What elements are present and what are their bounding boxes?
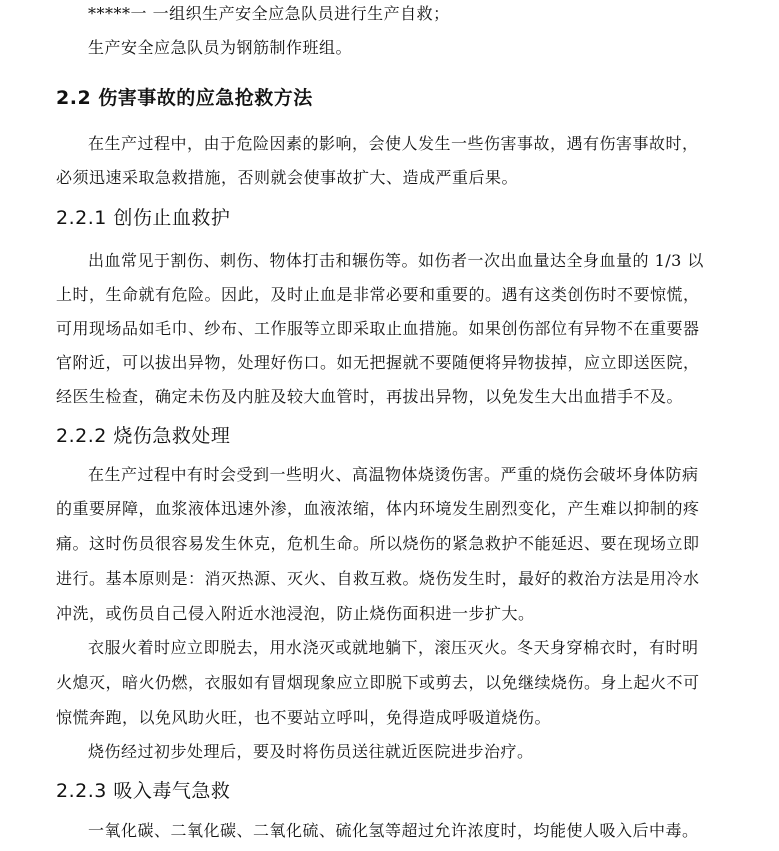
paragraph-line: 在生产过程中有时会受到一些明火、高温物体烧烫伤害。严重的烧伤会破坏身体防病 [88,465,699,484]
paragraph-line: 出血常见于割伤、刺伤、物体打击和辗伤等。如伤者一次出血量达全身血量的 1/3 以 [88,251,704,270]
paragraph-line: 惊慌奔跑，以免风助火旺，也不要站立呼叫，免得造成呼吸道烧伤。 [56,708,552,727]
section-heading-2-2-3: 2.2.3 吸入毒气急救 [56,780,231,802]
intro-line: 生产安全应急队员为钢筋制作班组。 [88,38,353,57]
paragraph-line: 痛。这时伤员很容易发生休克，危机生命。所以烧伤的紧急救护不能延迟、要在现场立即 [56,534,700,553]
paragraph-line: 必须迅速采取急救措施，否则就会使事故扩大、造成严重后果。 [56,168,519,187]
intro-line: *****一 一组织生产安全应急队员进行生产自救； [88,4,450,23]
paragraph-line: 衣服火着时应立即脱去，用水浇灭或就地躺下，滚压灭火。冬天身穿棉衣时，有时明 [88,638,699,657]
section-heading-2-2-1: 2.2.1 创伤止血救护 [56,207,231,229]
paragraph-line: 在生产过程中，由于危险因素的影响，会使人发生一些伤害事故，遇有伤害事故时， [88,134,699,153]
section-heading-2-2: 2.2 伤害事故的应急抢救方法 [56,87,313,109]
paragraph-line: 一氧化碳、二氧化碳、二氧化硫、硫化氢等超过允许浓度时，均能使人吸入后中毒。 [88,821,699,840]
paragraph-line: 可用现场品如毛巾、纱布、工作服等立即采取止血措施。如果创伤部位有异物不在重要器 [56,319,700,338]
paragraph-line: 冲洗，或伤员自己侵入附近水池浸泡，防止烧伤面积进一步扩大。 [56,604,535,623]
paragraph-line: 官附近，可以拔出异物，处理好伤口。如无把握就不要随便将异物拔掉，应立即送医院， [56,353,700,372]
paragraph-line: 的重要屏障，血浆液体迅速外渗，血液浓缩，体内环境发生剧烈变化，产生难以抑制的疼 [56,499,700,518]
paragraph-line: 进行。基本原则是：消灭热源、灭火、自救互救。烧伤发生时，最好的救治方法是用冷水 [56,569,700,588]
paragraph-line: 经医生检查，确定未伤及内脏及较大血管时，再拔出异物，以免发生大出血措手不及。 [56,387,684,406]
paragraph-line: 烧伤经过初步处理后，要及时将伤员送往就近医院进步治疗。 [88,742,534,761]
paragraph-line: 上时，生命就有危险。因此，及时止血是非常必要和重要的。遇有这类创伤时不要惊慌， [56,285,700,304]
section-heading-2-2-2: 2.2.2 烧伤急救处理 [56,425,231,447]
paragraph-line: 火熄灭，暗火仍燃，衣服如有冒烟现象应立即脱下或剪去，以免继续烧伤。身上起火不可 [56,673,700,692]
